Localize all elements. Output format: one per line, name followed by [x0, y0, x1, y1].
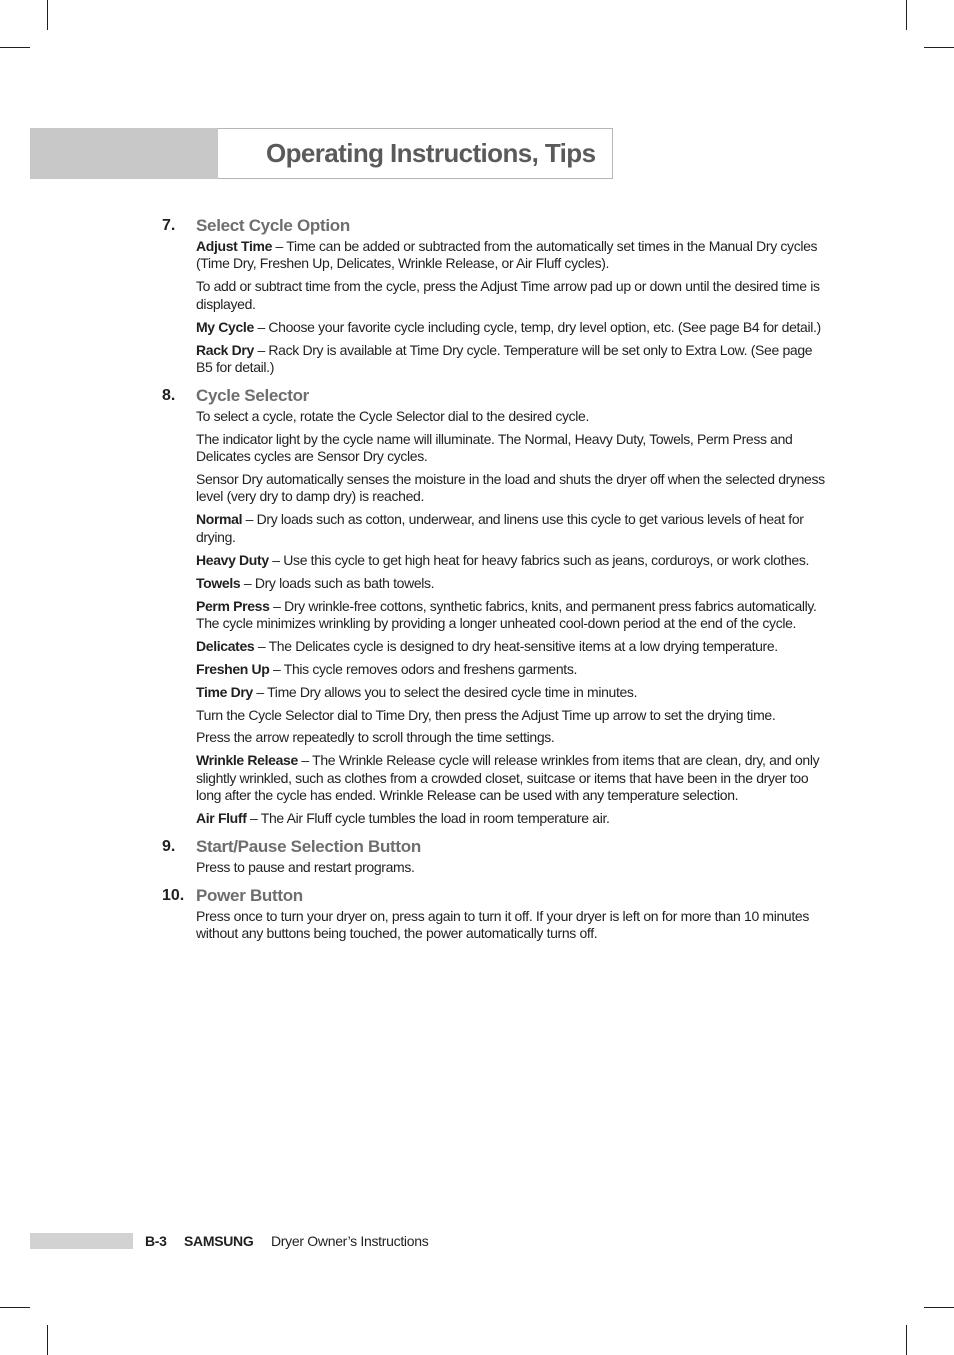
section-number: 8.: [162, 386, 176, 404]
instruction-paragraph: [196, 638, 825, 655]
instruction-paragraph: [196, 342, 825, 377]
section-number: 7.: [162, 217, 176, 234]
crop-mark: [906, 0, 907, 30]
section-number: 10.: [162, 886, 185, 904]
paragraph-text: – Use this cycle to get high heat for heavy fabrics such as jeans, corduroys, or work clothes.: [268, 551, 810, 568]
crop-mark: [47, 0, 48, 30]
page-title: Operating Instructions, Tips: [266, 138, 596, 168]
instruction-paragraph: [196, 859, 825, 876]
paragraph-text: – Rack Dry is available at Time Dry cycle. Temperature will be set only to Extra Low. (See page B5 for detail.): [196, 341, 813, 375]
footer-band: [30, 1233, 133, 1249]
section-number: 9.: [162, 837, 176, 855]
paragraph-text: Turn the Cycle Selector dial to Time Dry, then press the Adjust Time up arrow to set the drying time.: [196, 706, 776, 723]
paragraph-text: Sensor Dry automatically senses the moisture in the load and shuts the dryer off when the selected dryness level (very dry to damp dry) is reached.: [196, 471, 825, 505]
cycle-term: Freshen Up: [196, 660, 270, 677]
cycle-term: Adjust Time: [196, 238, 273, 254]
paragraph-text: Press to pause and restart programs.: [196, 858, 415, 875]
cycle-term: Delicates: [196, 637, 255, 654]
instruction-paragraph: [196, 408, 825, 425]
section-title: Start/Pause Selection Button: [196, 836, 421, 856]
cycle-term: Normal: [196, 511, 243, 528]
paragraph-text: – The Wrinkle Release cycle will release wrinkles from items that are clean, dry, and only slightly wrinkled, such as clothes from a crowded closet, suitcase or items that have been in the dryer too long after the cycle has ended. Wrinkle Release can be used with any temperature selection.: [196, 752, 820, 804]
cycle-term: Rack Dry: [196, 341, 254, 358]
instruction-paragraph: [196, 598, 825, 633]
header-band: [30, 128, 219, 179]
paragraph-text: Press the arrow repeatedly to scroll through the time settings.: [196, 729, 555, 746]
paragraph-text: To add or subtract time from the cycle, press the Adjust Time arrow pad up or down until the desired time is displayed.: [196, 278, 820, 312]
section-item: [160, 885, 825, 943]
crop-mark: [924, 47, 954, 48]
section-item: [160, 385, 825, 828]
cycle-term: Perm Press: [196, 597, 270, 614]
instruction-paragraph: [196, 752, 825, 804]
paragraph-text: – Dry loads such as bath towels.: [240, 574, 435, 591]
instruction-paragraph: [196, 661, 825, 678]
paragraph-text: – Choose your favorite cycle including cycle, temp, dry level option, etc. (See page B4 for detail.): [253, 318, 821, 335]
instruction-paragraph: [196, 684, 825, 701]
paragraph-text: – The Delicates cycle is designed to dry heat-sensitive items at a low drying temperature.: [254, 637, 778, 654]
paragraph-text: To select a cycle, rotate the Cycle Selector dial to the desired cycle.: [196, 407, 590, 424]
section-title: Select Cycle Option: [196, 216, 350, 235]
paragraph-text: The indicator light by the cycle name will illuminate. The Normal, Heavy Duty, Towels, Perm Press and Delicates cycles are Sensor Dry cycles.: [196, 430, 793, 465]
document-title: Dryer Owner’s Instructions: [271, 1233, 429, 1249]
crop-mark: [906, 1325, 907, 1355]
paragraph-text: – Time can be added or subtracted from the automatically set times in the Manual Dry cycles (Time Dry, Freshen Up, Delicates, Wrinkle Release, or Air Fluff cycles).: [196, 238, 818, 272]
cycle-term: Heavy Duty: [196, 551, 269, 568]
brand-name: SAMSUNG: [184, 1233, 254, 1249]
section-title: Cycle Selector: [196, 385, 309, 405]
instruction-paragraph: [196, 471, 825, 506]
cycle-term: Air Fluff: [196, 810, 247, 827]
section-item: [160, 836, 825, 876]
paragraph-text: Press once to turn your dryer on, press again to turn it off. If your dryer is left on for more than 10 minutes without any buttons being touched, the power automatically turns off.: [196, 907, 809, 942]
instruction-paragraph: [196, 552, 825, 569]
paragraph-text: – Dry loads such as cotton, underwear, and linens use this cycle to get various levels of heat for drying.: [196, 511, 804, 545]
paragraph-text: – Dry wrinkle-free cottons, synthetic fabrics, knits, and permanent press fabrics automatically. The cycle minimizes wrinkling by providing a longer unheated cool-down period at the end of the cycle.: [196, 597, 817, 631]
crop-mark: [924, 1307, 954, 1308]
instruction-paragraph: [196, 511, 825, 546]
instruction-paragraph: [196, 319, 825, 336]
cycle-term: Wrinkle Release: [196, 752, 298, 769]
cycle-term: My Cycle: [196, 318, 254, 335]
cycle-term: Time Dry: [196, 683, 253, 700]
paragraph-text: – The Air Fluff cycle tumbles the load in room temperature air.: [246, 810, 610, 827]
instruction-paragraph: [196, 575, 825, 592]
paragraph-text: – Time Dry allows you to select the desired cycle time in minutes.: [252, 683, 638, 700]
cycle-term: Towels: [196, 574, 241, 591]
instruction-paragraph: [196, 278, 825, 313]
crop-mark: [0, 1307, 30, 1308]
paragraph-text: – This cycle removes odors and freshens garments.: [269, 660, 578, 677]
crop-mark: [0, 47, 30, 48]
section-item: [160, 215, 825, 376]
instruction-paragraph: [196, 431, 825, 466]
section-title: Power Button: [196, 885, 303, 905]
instruction-paragraph: [196, 810, 825, 827]
instruction-paragraph: [196, 238, 825, 273]
crop-mark: [47, 1325, 48, 1355]
instruction-paragraph: [196, 908, 825, 943]
instructions-content: [160, 215, 825, 948]
instruction-paragraph: [196, 729, 825, 746]
page-number: B-3: [145, 1233, 167, 1249]
instruction-paragraph: [196, 707, 825, 724]
